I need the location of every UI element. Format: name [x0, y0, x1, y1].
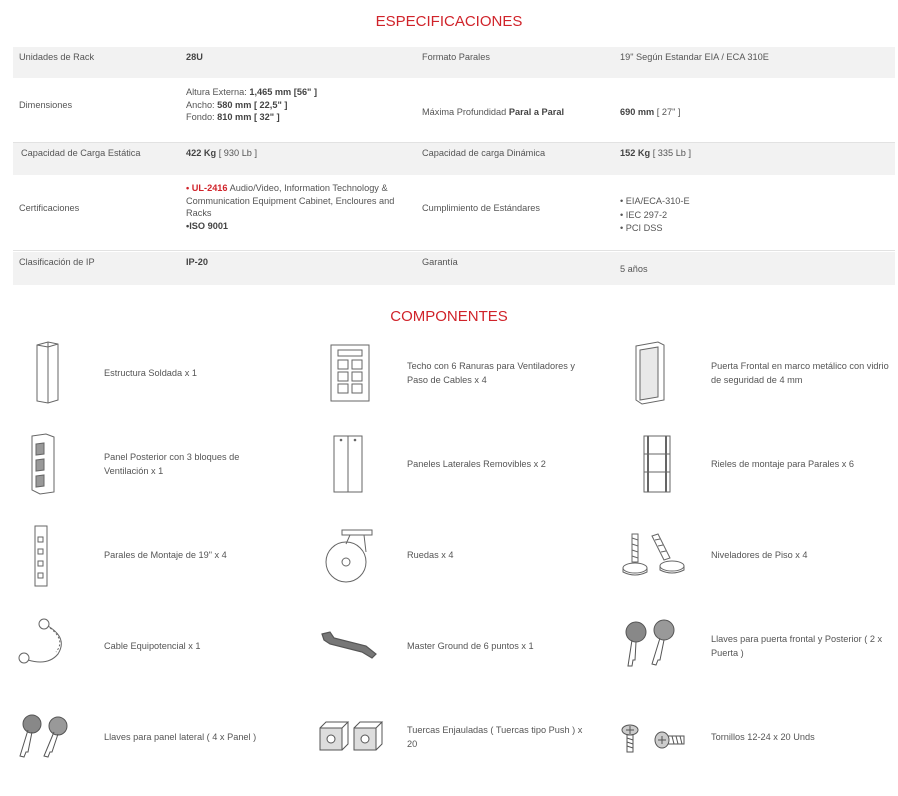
components-title: COMPONENTES [390, 308, 508, 325]
component-label: Tuercas Enjauladas ( Tuercas tipo Push ) x 20 [407, 725, 583, 749]
component-label: Llaves para puerta frontal y Posterior ( 2 x Puerta ) [711, 634, 883, 658]
rear-panel-icon [28, 432, 64, 496]
mounting-rails-icon [636, 432, 676, 496]
dim-value: 810 mm [ 32" ] [217, 112, 280, 123]
spec-label: Formato Parales [422, 52, 490, 62]
spec-value [186, 86, 317, 124]
spec-value [620, 106, 681, 119]
panel-keys-icon [14, 710, 76, 762]
dim-value: 580 mm [ 22,5" ] [217, 99, 288, 110]
specifications-title: ESPECIFICACIONES [375, 13, 523, 30]
label-part: Máxima Profundidad [422, 107, 507, 117]
component-label: Niveladores de Piso x 4 [711, 550, 808, 560]
component-label: Puerta Frontal en marco metálico con vidrio de seguridad de 4 mm [711, 361, 889, 385]
spec-label: Garantía [422, 257, 458, 267]
component-label: Paneles Laterales Removibles x 2 [407, 459, 546, 469]
spec-label: Dimensiones [19, 100, 73, 110]
spec-row-load-capacity [13, 143, 895, 175]
value-bold: 152 Kg [620, 148, 651, 158]
spec-value [620, 147, 691, 160]
component-label: Cable Equipotencial x 1 [104, 641, 201, 651]
component-label: Master Ground de 6 puntos x 1 [407, 641, 534, 651]
leveling-feet-icon [618, 530, 690, 580]
roof-panel-icon [328, 343, 372, 403]
component-label: Rieles de montaje para Parales x 6 [711, 459, 854, 469]
spec-label: Clasificación de IP [19, 257, 95, 267]
spec-label: Capacidad de Carga Estática [21, 148, 141, 158]
front-door-icon [628, 340, 672, 406]
spec-value: 5 años [620, 264, 648, 274]
spec-value [186, 182, 406, 232]
dim-label: Fondo: [186, 112, 215, 123]
component-label: Techo con 6 Ranuras para Ventiladores y Paso de Cables x 4 [407, 361, 576, 385]
dim-label: Ancho: [186, 99, 215, 110]
value-suffix: [ 335 Lb ] [652, 148, 692, 158]
component-label: Estructura Soldada x 1 [104, 368, 197, 378]
spec-value [186, 147, 257, 160]
spec-value: 19" Según Estandar EIA / ECA 310E [620, 52, 769, 62]
ground-cable-icon [14, 612, 74, 672]
spec-label: Cumplimiento de Estándares [422, 203, 540, 213]
spec-value: 28U [186, 52, 203, 62]
standard-item: • EIA/ECA-310-E [620, 196, 690, 206]
standard-item: • PCI DSS [620, 223, 663, 233]
spec-value: IP-20 [186, 257, 208, 267]
cabinet-frame-icon [28, 340, 64, 406]
spec-value [620, 195, 690, 236]
cage-nuts-icon [314, 718, 384, 758]
component-label: Tornillos 12-24 x 20 Unds [711, 732, 815, 742]
cert-iso: •ISO 9001 [186, 220, 229, 231]
value-bold: 690 mm [620, 107, 655, 117]
ground-bar-icon [318, 624, 380, 664]
component-label: Llaves para panel lateral ( 4 x Panel ) [104, 732, 257, 742]
spec-label: Certificaciones [19, 203, 80, 213]
caster-wheel-icon [320, 528, 380, 584]
value-suffix: [ 930 Lb ] [218, 148, 258, 158]
label-part-bold: Paral a Paral [508, 107, 564, 117]
door-keys-icon [620, 618, 684, 672]
spec-label: Unidades de Rack [19, 52, 95, 62]
screws-icon [618, 722, 688, 756]
mounting-posts-icon [30, 523, 54, 589]
component-label: Panel Posterior con 3 bloques de Ventilación x 1 [104, 452, 240, 476]
cert-code: UL-2416 [191, 183, 228, 193]
dim-label: Altura Externa: [186, 87, 247, 97]
spec-row-certifications [13, 177, 895, 251]
cert-text: Audio/Video, Information Technology & Communication Equipment Cabinet, Encloures and Racks [186, 183, 395, 218]
value-suffix: [ 27" ] [656, 107, 681, 117]
spec-label: Capacidad de carga Dinámica [422, 148, 546, 158]
spec-row-ip [13, 252, 895, 285]
spec-row-rack-units [13, 47, 895, 78]
spec-label [422, 106, 564, 119]
side-panels-icon [328, 432, 368, 496]
spec-row-dimensions [13, 80, 895, 143]
component-label: Ruedas x 4 [407, 550, 454, 560]
value-bold: 422 Kg [186, 148, 217, 158]
dim-value: 1,465 mm [56" ] [249, 87, 318, 97]
cert-bullet-code: • UL-2416 [186, 183, 228, 193]
standard-item: • IEC 297-2 [620, 209, 668, 220]
component-label: Parales de Montaje de 19" x 4 [104, 550, 227, 560]
